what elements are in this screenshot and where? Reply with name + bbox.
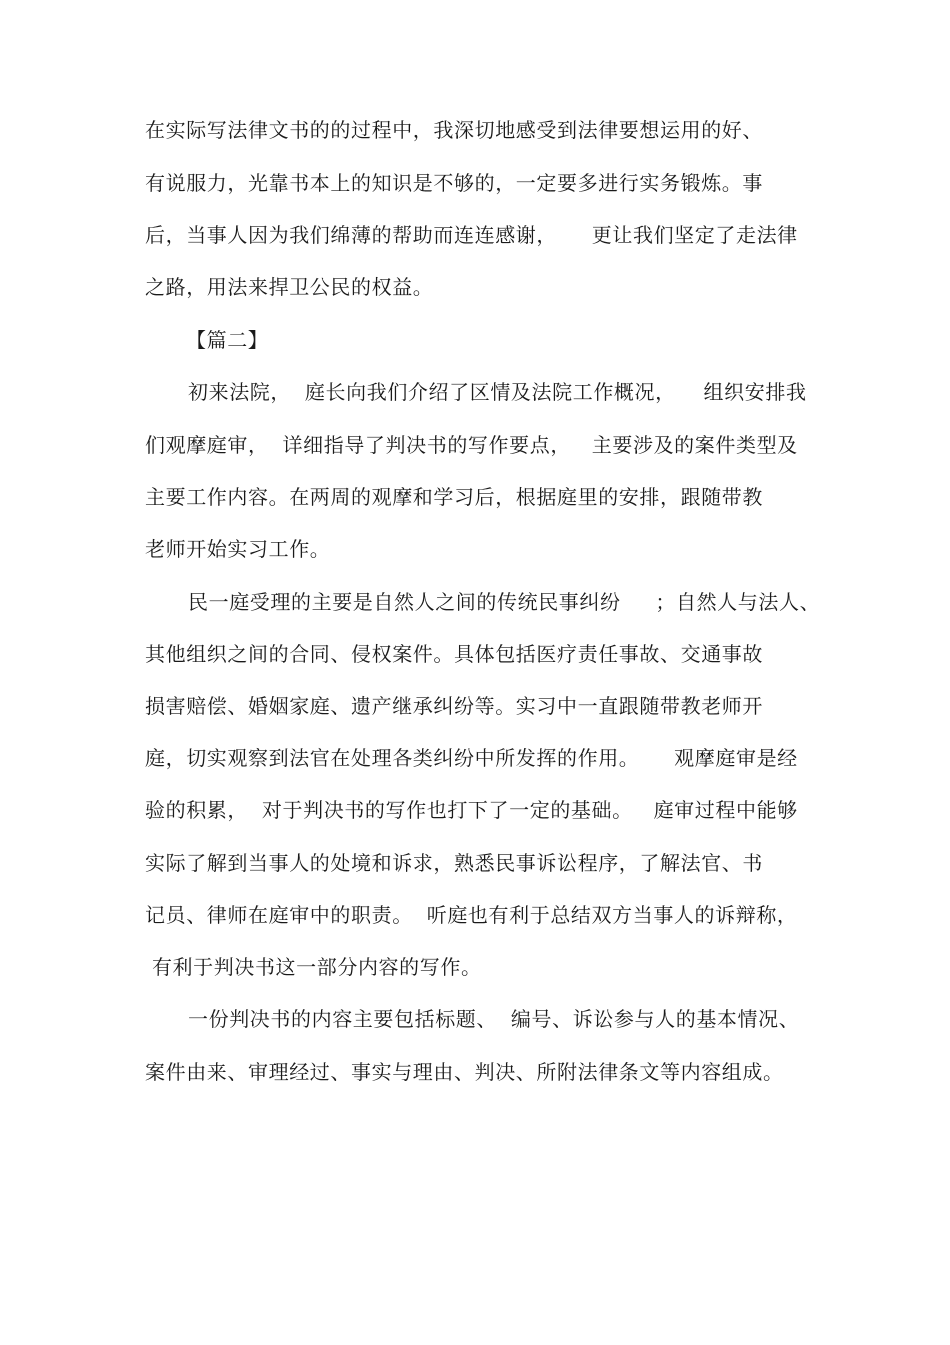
paragraph-line: 庭，切实观察到法官在处理各类纠纷中所发挥的作用。 观摩庭审是经 bbox=[145, 746, 798, 770]
paragraph-line: 们观摩庭审， 详细指导了判决书的写作要点， 主要涉及的案件类型及 bbox=[145, 433, 798, 457]
paragraph-line: 案件由来、审理经过、事实与理由、判决、所附法律条文等内容组成。 bbox=[145, 1060, 784, 1084]
paragraph-line: 有利于判决书这一部分内容的写作。 bbox=[145, 955, 482, 979]
paragraph-line: 一份判决书的内容主要包括标题、 编号、诉讼参与人的基本情况、 bbox=[188, 1007, 800, 1031]
paragraph-line: 之路，用法来捍卫公民的权益。 bbox=[145, 275, 434, 299]
section-heading: 【篇二】 bbox=[186, 328, 269, 352]
paragraph-line: 其他组织之间的合同、侵权案件。具体包括医疗责任事故、交通事故 bbox=[145, 642, 763, 666]
paragraph-line: 后，当事人因为我们绵薄的帮助而连连感谢， 更让我们坚定了走法律 bbox=[145, 223, 798, 247]
paragraph-line: 有说服力，光靠书本上的知识是不够的，一定要多进行实务锻炼。事 bbox=[145, 171, 763, 195]
paragraph-line: 实际了解到当事人的处境和诉求，熟悉民事诉讼程序，了解法官、书 bbox=[145, 851, 763, 875]
paragraph-line: 民一庭受理的主要是自然人之间的传统民事纠纷 ；自然人与法人、 bbox=[188, 590, 821, 614]
paragraph-line: 验的积累， 对于判决书的写作也打下了一定的基础。 庭审过程中能够 bbox=[145, 798, 798, 822]
paragraph-line: 记员、律师在庭审中的职责。 听庭也有利于总结双方当事人的诉辩称， bbox=[145, 903, 798, 927]
paragraph-line: 老师开始实习工作。 bbox=[145, 537, 331, 561]
paragraph-line: 主要工作内容。在两周的观摩和学习后，根据庭里的安排，跟随带教 bbox=[145, 485, 763, 509]
paragraph-line: 损害赔偿、婚姻家庭、遗产继承纠纷等。实习中一直跟随带教老师开 bbox=[145, 694, 763, 718]
paragraph-line: 初来法院， 庭长向我们介绍了区情及法院工作概况， 组织安排我 bbox=[188, 380, 807, 404]
paragraph-line: 在实际写法律文书的的过程中，我深切地感受到法律要想运用的好、 bbox=[145, 118, 763, 142]
